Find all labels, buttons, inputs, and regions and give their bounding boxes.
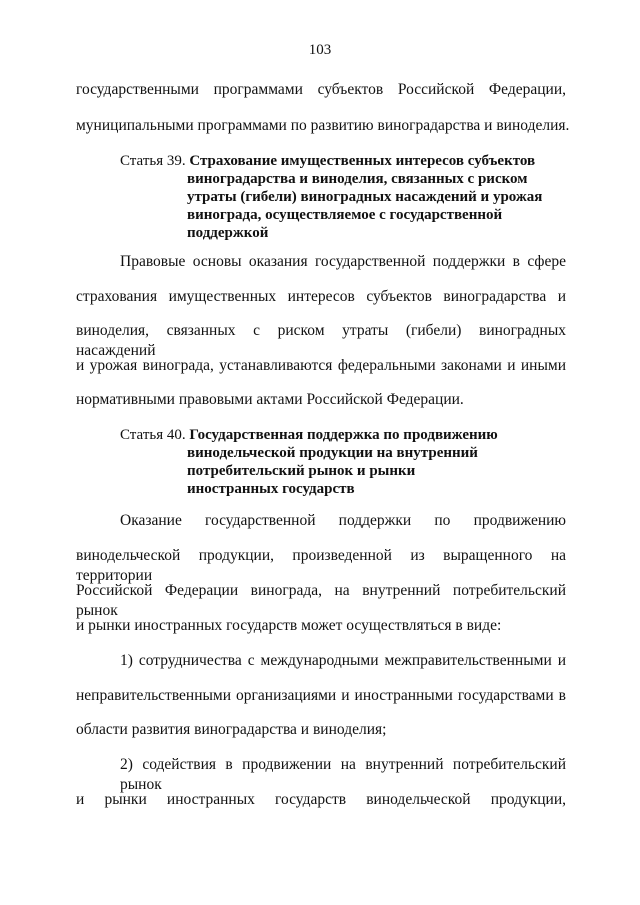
article-40-body-line: Российской Федерации винограда, на внутренний потребительский рынок (76, 582, 566, 619)
article-39-body-line: страхования имущественных интересов субъектов виноградарства и (76, 288, 566, 305)
article-39-title-line: винограда, осуществляемое с государственной (187, 207, 503, 223)
article-40-title-line: винодельческой продукции на внутренний (187, 445, 478, 461)
article-40-body-line: 2) содействия в продвижении на внутренний потребительский рынок (120, 756, 566, 793)
article-40-body-line: винодельческой продукции, произведенной из выращенного на территории (76, 547, 566, 584)
article-40-title-line: потребительский рынок и рынки (187, 463, 416, 479)
article-39-title-line: утраты (гибели) виноградных насаждений и урожая (187, 189, 543, 205)
article-39-title-line: виноградарства и виноделия, связанных с риском (187, 171, 528, 187)
article-40-body-line: 1) сотрудничества с международными межправительственными и (120, 652, 566, 669)
article-39-body-line: нормативными правовыми актами Российской Федерации. (76, 391, 464, 408)
article-40-body-line: области развития виноградарства и виноделия; (76, 721, 387, 738)
article-40-body-line: неправительственными организациями и иностранными государствами в (76, 687, 566, 704)
article-39-body-line: и урожая винограда, устанавливаются федеральными законами и иными (76, 357, 566, 374)
article-40-heading (120, 426, 570, 498)
article-39-title-line: Страхование имущественных интересов субъектов (189, 153, 536, 169)
page-number: 103 (308, 42, 332, 58)
article-40-number: Статья 40. (120, 427, 186, 443)
article-39-body-line: Правовые основы оказания государственной поддержки в сфере (120, 253, 566, 270)
article-39-body-line: виноделия, связанных с риском утраты (гибели) виноградных насаждений (76, 322, 566, 359)
article-40-title-line: иностранных государств (187, 481, 355, 497)
text-line: муниципальными программами по развитию виноградарства и виноделия. (76, 117, 570, 134)
article-39-title-line: поддержкой (187, 225, 269, 241)
article-40-body-line: Оказание государственной поддержки по продвижению (120, 512, 566, 529)
article-40-body-line: и рынки иностранных государств может осуществляться в виде: (76, 617, 502, 634)
text-line: государственными программами субъектов Российской Федерации, (76, 81, 566, 98)
article-39-number: Статья 39. (120, 153, 186, 169)
article-39-heading (120, 152, 570, 242)
article-40-body-line: и рынки иностранных государств винодельческой продукции, (76, 791, 566, 808)
article-40-title-line: Государственная поддержка по продвижению (189, 427, 498, 443)
